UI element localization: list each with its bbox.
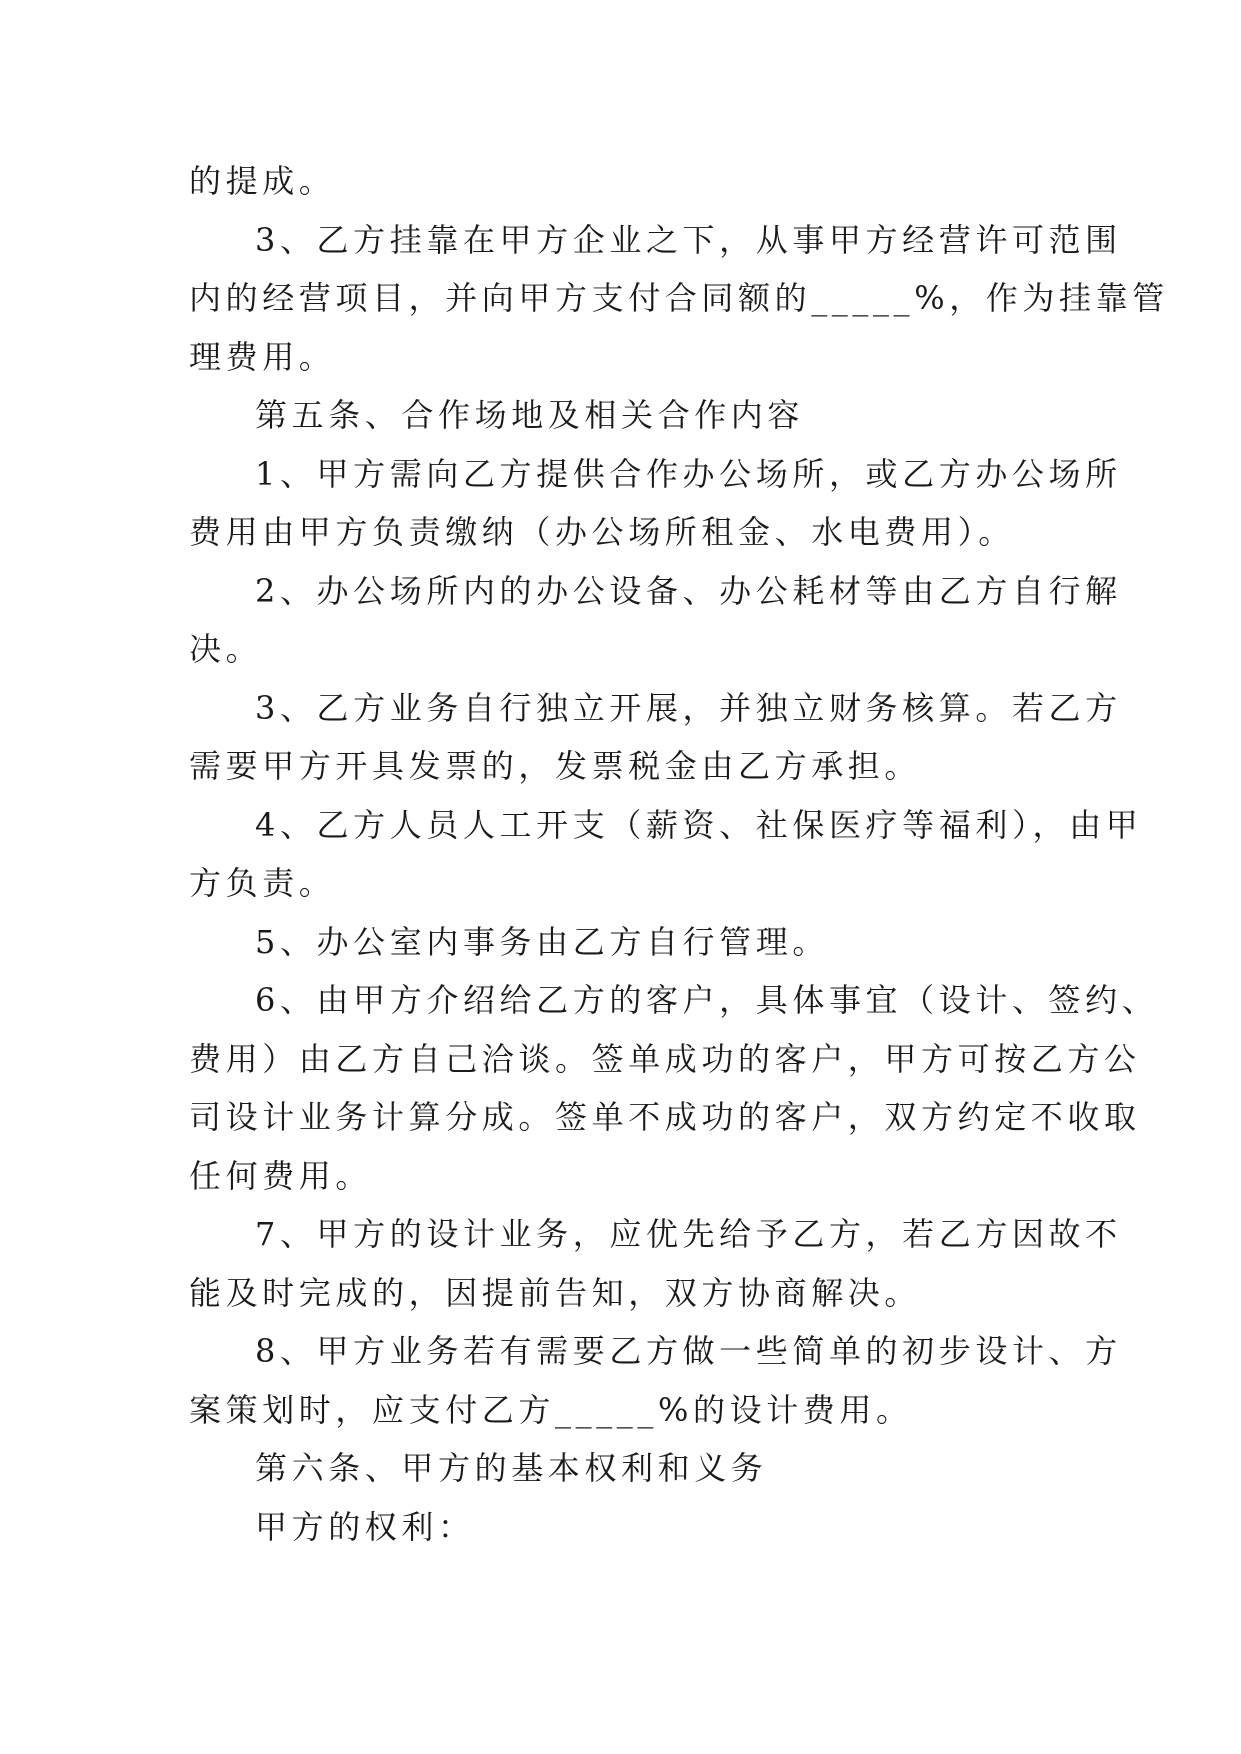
text-line: 1、甲方需向乙方提供合作办公场所，或乙方办公场所 [255, 454, 1122, 493]
text-line: 8、甲方业务若有需要乙方做一些简单的初步设计、方 [255, 1332, 1122, 1370]
text-line: 费用由甲方负责缴纳（办公场所租金、水电费用）。 [189, 513, 1015, 551]
text-line: 3、乙方业务自行独立开展，并独立财务核算。若乙方 [255, 688, 1122, 727]
text-line: 能及时完成的，因提前告知，双方协商解决。 [189, 1273, 922, 1312]
text-line: 的提成。 [189, 162, 336, 200]
subsection-label: 甲方的权利： [255, 1507, 475, 1546]
text-line: 6、由甲方介绍给乙方的客户，具体事宜（设计、签约、 [255, 981, 1159, 1019]
text-line: 费用）由乙方自己洽谈。签单成功的客户，甲方可按乙方公 [189, 1039, 1141, 1078]
section-heading: 第五条、合作场地及相关合作内容 [255, 396, 805, 434]
document-body [189, 152, 1169, 1556]
text-line: 2、办公场所内的办公设备、办公耗材等由乙方自行解 [255, 571, 1122, 610]
text-line: 5、办公室内事务由乙方自行管理。 [255, 922, 829, 961]
text-line: 决。 [189, 630, 263, 668]
text-line: 理费用。 [189, 337, 336, 376]
text-line: 需要甲方开具发票的，发票税金由乙方承担。 [189, 747, 922, 785]
text-line: 任何费用。 [189, 1156, 373, 1195]
text-line: 方负责。 [189, 864, 336, 902]
text-line: 4、乙方人员人工开支（薪资、社保医疗等福利），由甲 [255, 805, 1143, 844]
text-line: 内的经营项目，并向甲方支付合同额的_____%，作为挂靠管 [189, 279, 1169, 317]
text-line: 司设计业务计算分成。签单不成功的客户，双方约定不收取 [189, 1098, 1141, 1136]
section-heading: 第六条、甲方的基本权利和义务 [255, 1449, 768, 1487]
text-line: 7、甲方的设计业务，应优先给予乙方，若乙方因故不 [255, 1215, 1122, 1253]
text-line: 案策划时，应支付乙方_____%的设计费用。 [189, 1390, 913, 1429]
text-line: 3、乙方挂靠在甲方企业之下，从事甲方经营许可范围 [255, 220, 1122, 259]
